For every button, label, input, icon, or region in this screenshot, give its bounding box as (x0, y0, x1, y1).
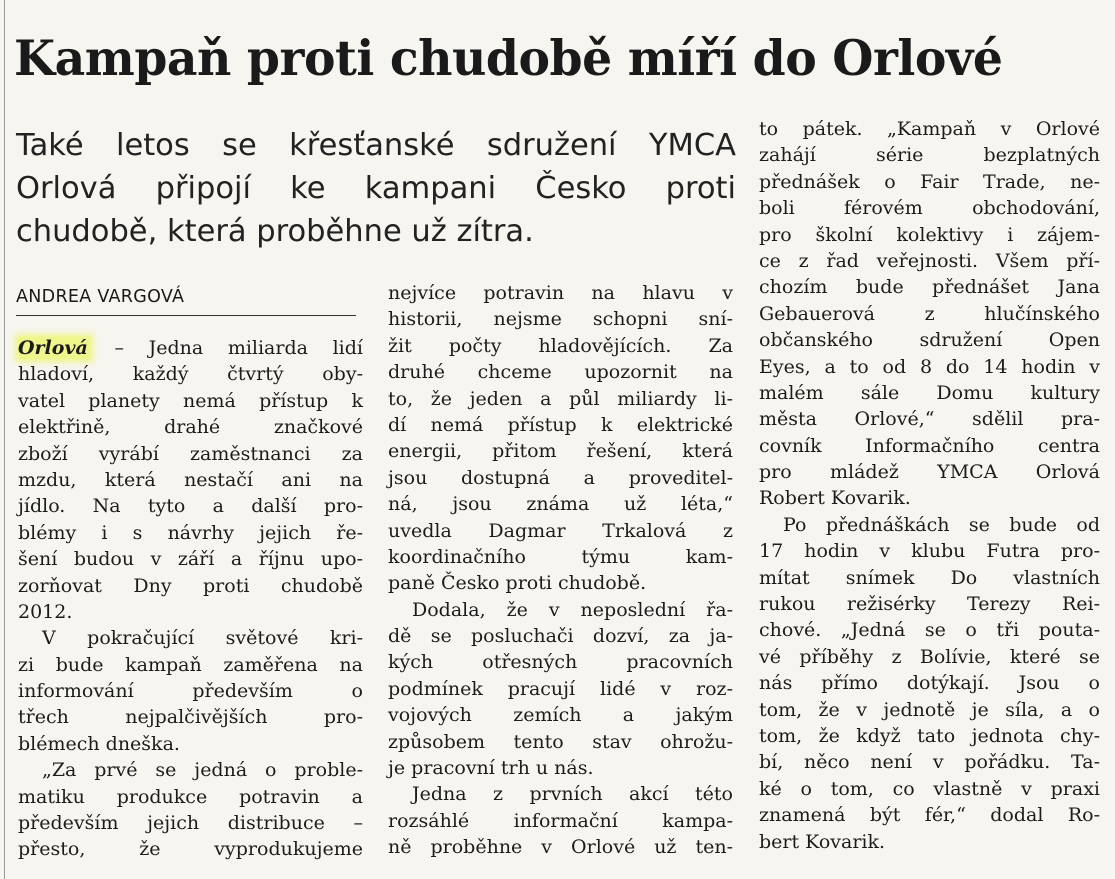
article-line: matiku produkce potravin a (18, 785, 363, 808)
article-line: zi bude kampaň zaměřena na (18, 653, 363, 676)
article-line: to, že jeden a půl miliardy li- (388, 387, 733, 410)
article-line: rozsáhlé informační kampa- (388, 809, 733, 832)
article-line: ná, jsou známa už léta,“ (388, 493, 733, 516)
article-line: nás přímo dotýkají. Jsou o (759, 672, 1100, 695)
article-line: covník Informačního centra (759, 434, 1100, 457)
article-line: rukou režisérky Terezy Rei- (759, 593, 1100, 616)
article-line: vojových zemích a jakým (388, 704, 733, 727)
article-headline: Kampaň proti chudobě míří do Orlové (14, 29, 1003, 87)
article-line: města Orlové,“ sdělil pra- (759, 408, 1100, 431)
article-line: uvedla Dagmar Trkalová z (388, 519, 733, 542)
article-line: paně Česko proti chudobě. (388, 572, 647, 595)
article-line: třech nejpalčivějších pro- (18, 706, 363, 729)
article-line: hladoví, každý čtvrtý oby- (18, 363, 363, 386)
perex-line: chudobě, která proběhne už zítra. (16, 214, 534, 249)
article-line: žit počty hladovějících. Za (388, 334, 733, 357)
perex-line: Také letos se křesťanské sdružení YMCA (16, 128, 736, 163)
author-byline: ANDREA VARGOVÁ (16, 287, 185, 307)
article-line: ce z řad veřejnosti. Všem pří- (759, 249, 1100, 272)
article-line: Gebauerová z hlučínského (759, 302, 1100, 325)
article-line: chozím bude přednášet Jana (759, 276, 1100, 299)
article-line: zorňovat Dny proti chudobě (18, 574, 363, 597)
article-line: Robert Kovarik. (759, 487, 911, 510)
article-line: Eyes, a to od 8 do 14 hodin v (759, 355, 1100, 378)
article-line: chové. „Jedná se o tři pouta- (759, 619, 1100, 642)
article-line: „Za prvé se jedná o proble- (42, 759, 363, 782)
article-column-3 (759, 116, 1100, 855)
article-line: ké o tom, co vlastně v praxi (759, 777, 1100, 800)
article-line: energii, přitom řešení, která (388, 440, 733, 463)
article-line: jsou dostupná a proveditel- (388, 466, 733, 489)
article-line: zboží vyrábí zaměstnanci za (18, 442, 363, 465)
article-line: ně proběhne v Orlové už ten- (388, 836, 733, 859)
article-line: především jejich distribuce – (18, 812, 363, 835)
article-line: zahájí série bezplatných (759, 144, 1100, 167)
article-line: informování především o (18, 680, 363, 703)
article-line: 2012. (18, 600, 73, 623)
article-line: šení budou v září a říjnu upo- (18, 548, 363, 571)
article-line: pro mládež YMCA Orlová (759, 461, 1100, 484)
article-line: mzdu, která nestačí ani na (18, 468, 363, 491)
article-perex (16, 124, 736, 253)
article-line: mítat snímek Do vlastních (759, 566, 1100, 589)
article-line: vé příběhy z Bolívie, které se (759, 645, 1100, 668)
article-line-text: Jedna miliarda lidí (123, 337, 363, 359)
article-line: Jedna z prvních akcí této (412, 783, 733, 806)
article-line: malém sále Domu kultury (759, 381, 1100, 404)
article-line: je pracovní trh u nás. (388, 757, 594, 780)
article-line: bert Kovarik. (759, 830, 886, 853)
article-line: přednášek o Fair Trade, ne- (759, 170, 1100, 193)
article-line: blémy i s návrhy jejich ře- (18, 521, 363, 544)
article-line: elektřině, drahé značkové (18, 416, 363, 439)
dateline-highlight: Orlová (18, 337, 88, 359)
article-column-1 (18, 335, 363, 863)
article-line: druhé chceme upozornit na (388, 361, 733, 384)
left-edge-rule (4, 0, 5, 879)
article-line: V pokračující světové kri- (42, 627, 363, 650)
article-line: dě se posluchači dozví, za ja- (388, 625, 733, 648)
article-line: tom, že když tato jednota chy- (759, 724, 1100, 747)
article-line: Dodala, že v neposlední řa- (412, 598, 733, 621)
article-line: historii, nejsme schopni sní- (388, 308, 733, 331)
article-line: blémech dneška. (18, 732, 180, 755)
article-line: nejvíce potravin na hlavu v (388, 282, 733, 304)
article-line: pro školní kolektivy i zájem- (759, 223, 1100, 246)
article-line: znamená být fér,“ dodal Ro- (759, 804, 1100, 827)
article-column-2 (388, 280, 733, 861)
article-line (18, 335, 363, 361)
article-line: dí nemá přístup k elektrické (388, 413, 733, 436)
article-line: Po přednáškách se bude od (783, 513, 1100, 536)
article-line: podmínek pracují lidé v roz- (388, 677, 733, 700)
article-line: bí, něco není v pořádku. Ta- (759, 751, 1100, 774)
article-line: 17 hodin v klubu Futra pro- (759, 540, 1100, 563)
article-line: koordinačního týmu kam- (388, 545, 733, 568)
article-line: způsobem tento stav ohrožu- (388, 730, 733, 753)
article-line: vatel planety nemá přístup k (18, 389, 363, 412)
article-line: kých otřesných pracovních (388, 651, 733, 674)
article-line: občanského sdružení Open (759, 329, 1100, 352)
article-line: jídlo. Na tyto a další pro- (18, 495, 363, 518)
article-line: přesto, že vyprodukujeme (18, 838, 363, 861)
byline-divider (16, 315, 356, 316)
article-line: boli férovém obchodování, (759, 197, 1100, 220)
perex-line: Orlová připojí ke kampani Česko proti (16, 171, 736, 206)
article-line: tom, že v jednotě je síla, a o (759, 698, 1100, 721)
dateline-dash: – (89, 337, 124, 359)
article-line: to pátek. „Kampaň v Orlové (759, 118, 1100, 140)
